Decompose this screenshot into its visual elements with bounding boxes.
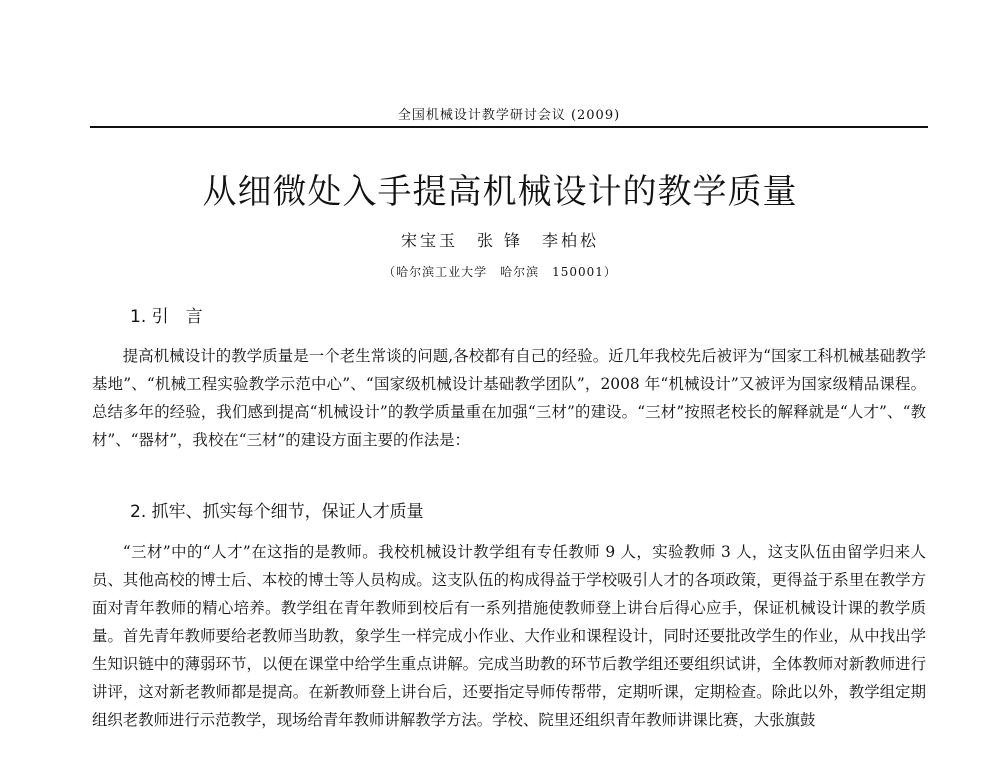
- header-rule: [90, 126, 928, 128]
- author-list: 宋宝玉 张 锋 李柏松: [400, 231, 600, 250]
- section-heading-teachers: 2. 抓牢、抓实每个细节，保证人才质量: [130, 502, 424, 522]
- affiliation: （哈尔滨工业大学 哈尔滨 150001）: [383, 265, 617, 279]
- section-paragraph-introduction: 提高机械设计的教学质量是一个老生常谈的问题,各校都有自己的经验。近几年我校先后被评为“国家工科机械基础教学基地”、“机械工程实验教学示范中心”、“国家级机械设计基础教学团队”，2008 年“机械设计”又被评为国家级精品课程。总结多年的经验，我们感到提高“机械设计”的教学质量重在加强“三材”的建设。“三材”按照老校长的解释就是“人才”、“教材”、“器材”，我校在“三材”的建设方面主要的作法是：: [92, 347, 926, 449]
- section-paragraph-teachers: “三材”中的“人才”在这指的是教师。我校机械设计教学组有专任教师 9 人，实验教师 3 人，这支队伍由留学归来人员、其他高校的博士后、本校的博士等人员构成。这支队伍的构成得益于学校吸引人才的各项政策，更得益于系里在教学方面对青年教师的精心培养。教学组在青年教师到校后有一系列措施使教师登上讲台后得心应手，保证机械设计课的教学质量。首先青年教师要给老教师当助教，象学生一样完成小作业、大作业和课程设计，同时还要批改学生的作业，从中找出学生知识链中的薄弱环节，以便在课堂中给学生重点讲解。完成当助教的环节后教学组还要组织试讲，全体教师对新教师进行讲评，这对新老教师都是提高。在新教师登上讲台后，还要指定导师传帮带，定期听课，定期检查。除此以外，教学组定期组织老教师进行示范教学，现场给青年教师讲解教学方法。学校、院里还组织青年教师讲课比赛，大张旗鼓: [92, 543, 926, 729]
- paper-title: 从细微处入手提高机械设计的教学质量: [202, 172, 798, 212]
- running-header: 全国机械设计教学研讨会议 (2009): [397, 108, 621, 123]
- section-heading-introduction: 1. 引 言: [130, 307, 203, 327]
